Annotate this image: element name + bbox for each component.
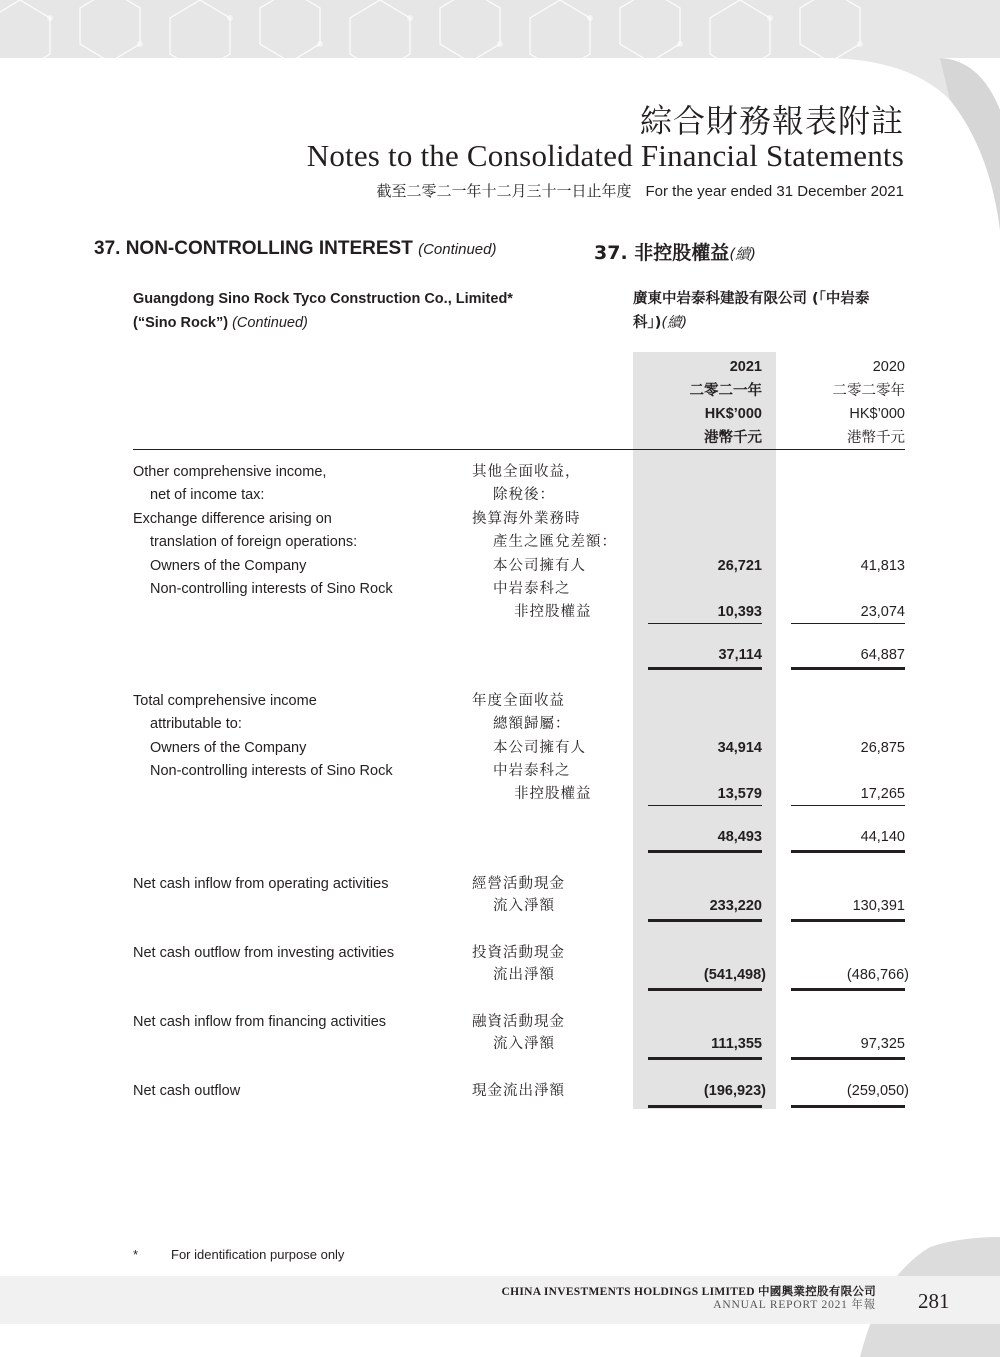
value-2021: 233,220 [709,898,762,914]
row-label: Net cash outflow [133,1083,241,1099]
row-label-chinese: 流入淨額 [493,1036,555,1052]
value-2020: 130,391 [852,898,905,914]
section-continued-label: (Continued) [418,241,497,258]
subsection-line-2-chinese: 科」) [633,315,662,331]
value-2021: 26,721 [717,558,762,574]
value-2020: (486,766) [846,967,909,983]
total-rule [648,667,762,670]
row-label-chinese: 現金流出淨額 [472,1083,565,1099]
row-label-chinese: 流入淨額 [493,898,555,914]
column-header-2020 [765,356,905,450]
row-label-chinese: 總額歸屬： [493,716,571,732]
total-rule [791,919,905,922]
row-label: Total comprehensive income [133,693,317,709]
row-label: Net cash inflow from financing activities [133,1014,387,1030]
column-unit: HK$’000 [849,406,905,422]
subtotal-rule [648,805,762,806]
footnote [133,1247,344,1262]
table-row [0,942,1000,965]
reporting-period [376,180,904,201]
footer-company [501,1286,876,1312]
row-label-chinese: 中岩泰科之 [493,581,571,597]
row-label-chinese: 非控股權益 [514,786,592,802]
table-row [0,690,1000,713]
row-label-chinese: 投資活動現金 [472,945,565,961]
value-2021: 13,579 [717,786,762,802]
total-rule [791,1105,905,1108]
column-year-chinese: 二零二零年 [832,382,905,399]
table-row [0,531,1000,554]
row-label: Net cash inflow from operating activities [133,876,389,892]
subsection-line-1: Guangdong Sino Rock Tyco Construction Co., Limited* [133,291,513,307]
section-number: 37. [94,238,121,259]
value-2020: (259,050) [846,1083,909,1099]
column-unit-chinese: 港幣千元 [704,429,762,446]
section-continued-label-chinese: (續) [729,245,757,263]
footer-company-name: CHINA INVESTMENTS HOLDINGS LIMITED 中國興業控股有限公司 [501,1286,876,1298]
value-2020: 23,074 [860,604,905,620]
row-label-chinese: 本公司擁有人 [493,558,586,574]
total-rule [648,1057,762,1060]
row-label: translation of foreign operations: [150,534,358,550]
row-label: Non-controlling interests of Sino Rock [150,763,393,779]
row-label: Exchange difference arising on [133,511,332,527]
value-2021: (196,923) [703,1083,766,1099]
row-label-chinese: 非控股權益 [514,604,592,620]
table-row [0,1011,1000,1034]
value-2021: 111,355 [711,1036,762,1052]
row-label-chinese: 除稅後： [493,487,555,503]
total-rule [791,1057,905,1060]
page-title: Notes to the Consolidated Financial Statements [306,138,904,173]
value-2020: 97,325 [860,1036,905,1052]
column-unit-chinese: 港幣千元 [847,429,905,446]
row-label-chinese: 換算海外業務時 [472,511,581,527]
section-number-chinese: 37. [594,242,628,264]
column-unit: HK$’000 [704,406,762,422]
table-row [0,601,1000,624]
total-rule [648,988,762,991]
value-2021: 48,493 [717,829,762,845]
row-label-chinese: 融資活動現金 [472,1014,565,1030]
table-row [0,555,1000,578]
value-2020: 41,813 [860,558,905,574]
subsection-line-2: (“Sino Rock”) [133,315,229,331]
total-rule [791,850,905,853]
section-heading-chinese [594,238,756,265]
row-label-chinese: 年度全面收益 [472,693,565,709]
row-label-chinese: 經營活動現金 [472,876,565,892]
table-row-total [0,644,1000,667]
table-row [0,783,1000,806]
total-rule [648,850,762,853]
table-row [0,461,1000,484]
value-2020: 17,265 [860,786,905,802]
subtotal-rule [648,623,762,624]
table-row [0,508,1000,531]
table-row [0,964,1000,987]
row-label: Owners of the Company [150,558,307,574]
reporting-period-english: For the year ended 31 December 2021 [645,183,904,200]
table-row [0,578,1000,601]
table-row [0,760,1000,783]
subsection-continued-label-chinese: (續) [661,315,688,331]
table-row [0,1033,1000,1056]
subtotal-rule [791,805,905,806]
subsection-heading [133,287,573,335]
row-label-chinese: 其他全面收益， [472,464,581,480]
table-row [0,873,1000,896]
total-rule [648,919,762,922]
row-label-chinese: 流出淨額 [493,967,555,983]
total-rule [791,667,905,670]
header-rule [133,449,905,450]
reporting-period-chinese: 截至二零二一年十二月三十一日止年度 [376,182,632,200]
table-row [0,713,1000,736]
table-row [0,737,1000,760]
row-label: Other comprehensive income, [133,464,327,480]
value-2020: 44,140 [860,829,905,845]
row-label: net of income tax: [150,487,265,503]
footer-report-name: ANNUAL REPORT 2021 年報 [713,1299,876,1311]
value-2021: 34,914 [717,740,762,756]
row-label-chinese: 產生之匯兌差額： [493,534,617,550]
column-year: 2020 [872,359,905,375]
page-title-chinese: 綜合財務報表附註 [639,102,904,140]
section-title: NON-CONTROLLING INTEREST [125,238,413,259]
table-row [0,895,1000,918]
subsection-continued-label: (Continued) [232,315,308,331]
subsection-heading-chinese [633,287,913,335]
value-2021: 37,114 [718,647,762,663]
section-title-chinese: 非控股權益 [634,242,730,264]
row-label: Net cash outflow from investing activities [133,945,395,961]
value-2021: (541,498) [703,967,766,983]
row-label-chinese: 本公司擁有人 [493,740,586,756]
value-2020: 64,887 [860,647,905,663]
section-heading [94,238,496,260]
page-number: 281 [918,1289,950,1313]
column-header-2021 [622,356,762,450]
column-year-chinese: 二零二一年 [689,382,762,399]
table-row [0,1080,1000,1103]
column-year: 2021 [729,359,762,375]
value-2021: 10,393 [717,604,762,620]
value-2020: 26,875 [860,740,905,756]
row-label: Non-controlling interests of Sino Rock [150,581,393,597]
table-row [0,484,1000,507]
total-rule [648,1105,762,1108]
table-row-total [0,826,1000,849]
footnote-mark: * [133,1247,139,1262]
subtotal-rule [791,623,905,624]
row-label: attributable to: [150,716,242,732]
row-label: Owners of the Company [150,740,307,756]
subsection-line-1-chinese: 廣東中岩泰科建設有限公司 (「中岩泰 [633,291,870,307]
total-rule [791,988,905,991]
row-label-chinese: 中岩泰科之 [493,763,571,779]
footnote-text: For identification purpose only [171,1247,345,1262]
